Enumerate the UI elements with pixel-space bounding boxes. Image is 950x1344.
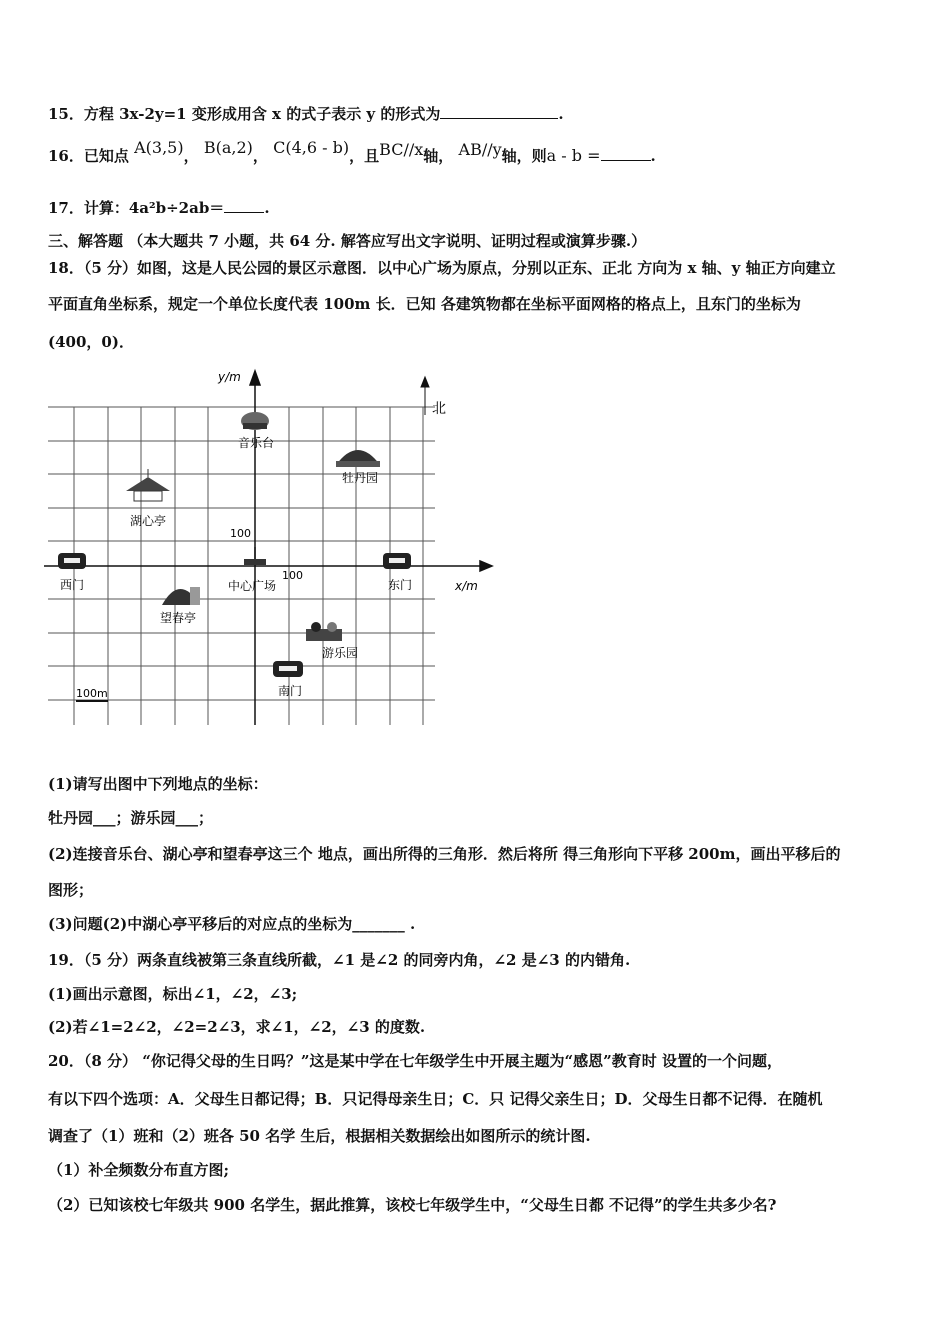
q18-sub2a: (2)连接音乐台、湖心亭和望春亭这三个 地点，画出所得的三角形．然后将所 得三角形向下平移 200m，画出平移后的 — [48, 845, 841, 863]
q16-blank[interactable] — [601, 146, 651, 161]
q16-point-a: A(3,5) — [134, 138, 184, 157]
music-stage-icon — [241, 412, 269, 430]
q18-sub2b: 图形； — [48, 881, 94, 899]
north-label: 北 — [432, 401, 446, 417]
q20-sub1: （1）补全频数分布直方图; — [48, 1161, 229, 1179]
place-west: 西门 — [60, 578, 85, 592]
q18-line3: (400，0)． — [48, 333, 134, 351]
q15 — [48, 103, 564, 124]
q17 — [48, 197, 270, 218]
east-gate-icon — [383, 553, 411, 569]
q20-line2: 有以下四个选项：A．父母生日都记得；B．只记得母亲生日；C．只 记得父亲生日；D．父母生日都不记得．在随机 — [48, 1090, 823, 1108]
q18-sub3: (3)问题(2)中湖心亭平移后的对应点的坐标为_______ . — [48, 915, 416, 933]
q16 — [48, 138, 656, 166]
q16-mid2: 轴， — [423, 147, 454, 165]
q16-expression: a - b = — [546, 146, 601, 165]
q18-line1: 18．（5 分）如图，这是人民公园的景区示意图．以中心广场为原点，分别以正东、正北 方向为 x 轴、y 轴正方向建立 — [48, 259, 836, 277]
place-music: 音乐台 — [238, 436, 275, 450]
place-amuse: 游乐园 — [322, 646, 359, 660]
amusement-park-icon — [306, 622, 342, 641]
q19-sub1: (1)画出示意图，标出∠1，∠2，∠3; — [48, 985, 298, 1003]
q16-prefix: 16．已知点 — [48, 147, 129, 165]
spring-pavilion-icon — [162, 587, 200, 605]
place-center: 中心广场 — [228, 579, 277, 593]
q20-line3: 调查了（1）班和（2）班各 50 名学 生后，根据相关数据绘出如图所示的统计图. — [48, 1127, 591, 1145]
q18-line2: 平面直角坐标系，规定一个单位长度代表 100m 长．已知 各建筑物都在坐标平面网格的格点上，且东门的坐标为 — [48, 295, 801, 313]
q18-sub1: (1)请写出图中下列地点的坐标： — [48, 775, 268, 793]
q15-blank[interactable] — [440, 104, 558, 119]
center-plaza-icon — [244, 547, 266, 565]
q19-line1: 19．（5 分）两条直线被第三条直线所截，∠1 是∠2 的同旁内角，∠2 是∠3 的内错角. — [48, 951, 631, 969]
q16-bc-parallel: BC//x — [379, 140, 424, 159]
place-peony: 牡丹园 — [342, 471, 379, 485]
q20-sub2: （2）已知该校七年级共 900 名学生，据此推算，该校七年级学生中，“父母生日都 不记得”的学生共多少名? — [48, 1196, 777, 1214]
q15-text: 15．方程 3x-2y=1 变形成用含 x 的式子表示 y 的形式为 — [48, 105, 441, 123]
place-spring: 望春亭 — [160, 611, 197, 625]
q16-mid1: ，且 — [349, 147, 380, 165]
x-tick-100: 100 — [282, 569, 303, 582]
q16-sep2: ， — [252, 147, 268, 165]
q16-tail: . — [650, 147, 656, 165]
place-lake: 湖心亭 — [130, 514, 167, 528]
place-south: 南门 — [278, 684, 303, 698]
q16-sep1: ， — [183, 147, 199, 165]
peony-garden-icon — [336, 450, 380, 467]
q19-sub2: (2)若∠1=2∠2，∠2=2∠3，求∠1，∠2，∠3 的度数. — [48, 1018, 426, 1036]
x-axis-label: x/m — [455, 579, 478, 593]
place-east: 东门 — [388, 578, 413, 592]
west-gate-icon — [58, 553, 86, 569]
section-3-heading: 三、解答题 （本大题共 7 小题，共 64 分. 解答应写出文字说明、证明过程或演算步骤.） — [48, 232, 647, 250]
park-map — [40, 365, 500, 730]
y-tick-100: 100 — [230, 527, 251, 540]
q16-ab-parallel: AB//y — [458, 140, 502, 159]
south-gate-icon — [273, 661, 303, 677]
scale-bar — [76, 687, 108, 701]
q17-text: 17．计算：4a²b÷2ab＝ — [48, 199, 225, 217]
scale-label: 100m — [76, 687, 108, 700]
q16-mid3: 轴，则 — [501, 147, 547, 165]
q16-point-b: B(a,2) — [203, 138, 253, 157]
north-arrow-icon — [421, 377, 429, 415]
q16-point-c: C(4,6 - b) — [273, 138, 350, 157]
q18-sub1a: 牡丹园___；游乐园___； — [48, 809, 214, 827]
q20-line1: 20．（8 分） “你记得父母的生日吗？”这是某中学在七年级学生中开展主题为“感恩”教育时 设置的一个问题， — [48, 1052, 782, 1070]
q15-tail: . — [558, 105, 564, 123]
q17-tail: . — [264, 199, 270, 217]
y-axis-label: y/m — [218, 370, 241, 384]
q17-blank[interactable] — [224, 198, 264, 213]
